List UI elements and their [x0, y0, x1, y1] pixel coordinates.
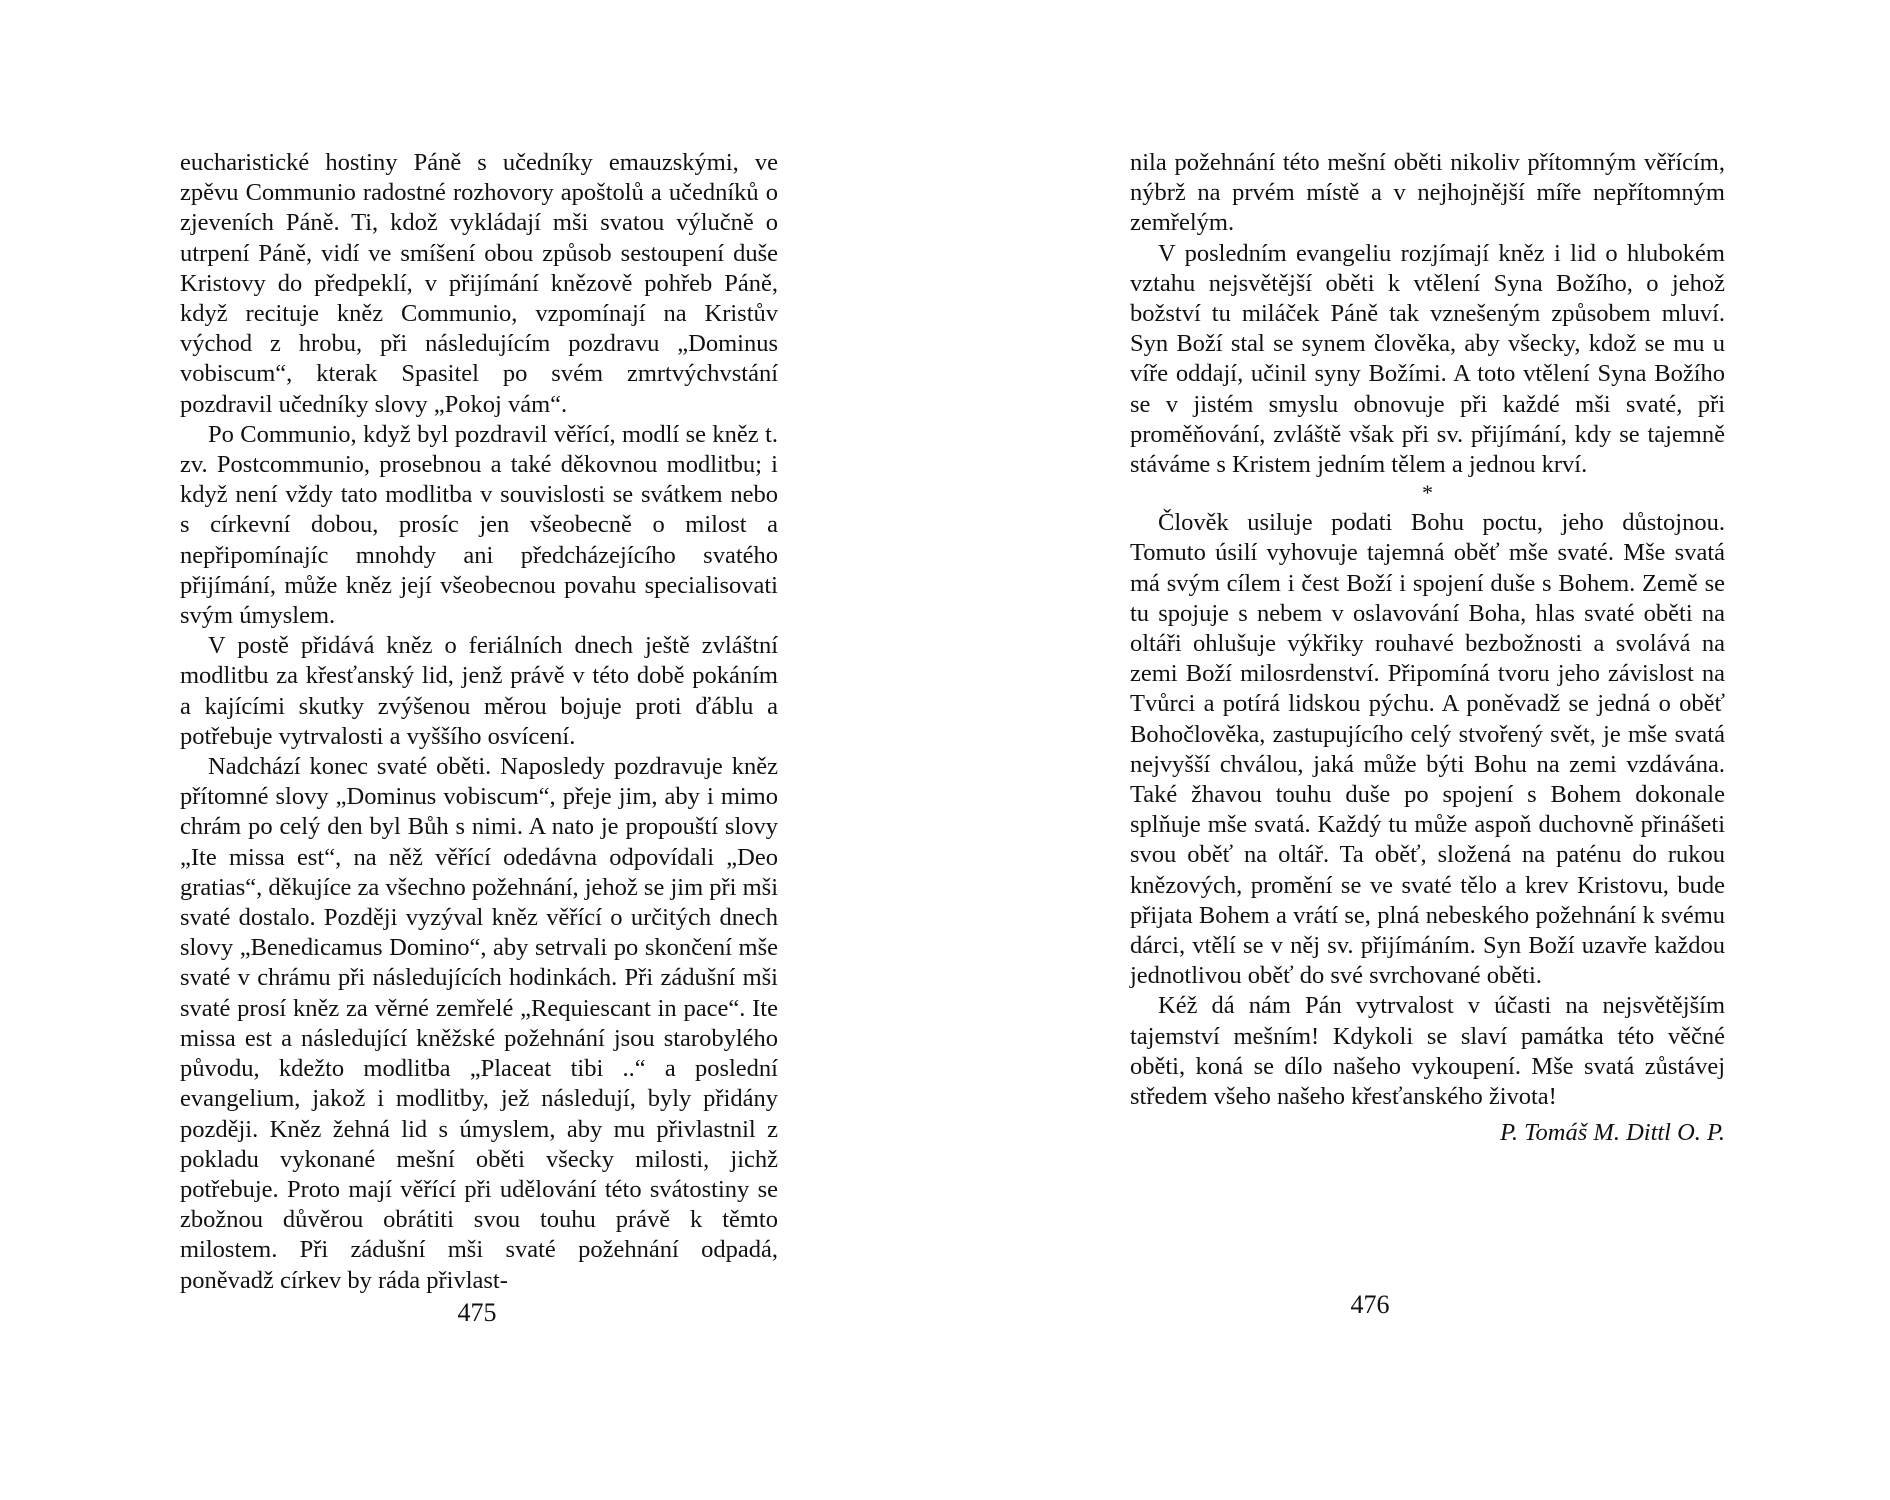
- right-paragraph-3: Člověk usiluje podati Bohu poctu, jeho důstojnou. Tomuto úsilí vyhovuje tajemná oběť mše svaté. Mše svatá má svým cílem i čest Boží i spojení duše s Bohem. Země se tu spojuje s nebem v oslavování Boha, hlas svaté oběti na oltáři ohlušuje výkřiky rouhavé bezbožnosti a svolává na zemi Boží milosrdenství. Připomíná tvoru jeho závislost na Tvůrci a potírá lidskou pýchu. A poněvadž se jedná o oběť Bohočlověka, zastupujícího celý stvořený svět, je mše svatá nejvyšší chválou, jaká může býti Bohu na zemi vzdávána. Také žhavou touhu duše po spojení s Bohem dokonale splňuje mše svatá. Každý tu může aspoň duchovně přinášeti svou oběť na oltář. Ta oběť, složená na paténu do rukou knězových, promění se ve svaté tělo a krev Kristovu, bude přijata Bohem a vrátí se, plná nebeského požehnání k svému dárci, vtělí se v něj sv. přijímáním. Syn Boží uzavře každou jednotlivou oběť do své svrchované oběti.: [1130, 509, 1725, 990]
- right-paragraph-1: nila požehnání této mešní oběti nikoliv přítomným věřícím, nýbrž na prvém místě a v nejhojnější míře nepřítomným zemřelým.: [1130, 149, 1725, 237]
- right-page-number: 476: [1350, 1290, 1390, 1319]
- left-page-number: 475: [457, 1298, 497, 1327]
- left-text-block: [180, 148, 778, 1296]
- left-paragraph-4: Nadchází konec svaté oběti. Naposledy pozdravuje kněz přítomné slovy „Dominus vobiscum“, přeje jim, aby i mimo chrám po celý den byl Bůh s nimi. A nato je propouští slovy „Ite missa est“, na něž věřící odedávna odpovídali „Deo gratias“, děkujíce za všechno požehnání, jehož se jim při mši svaté dostalo. Později vyzýval kněz věřící o určitých dnech slovy „Benedicamus Domino“, aby setrvali po skončení mše svaté v chrámu při následujících hodinkách. Při zádušní mši svaté prosí kněz za věrné zemřelé „Requiescant in pace“. Ite missa est a následující kněžské požehnání jsou starobylého původu, kdežto modlitba „Placeat tibi ..“ a poslední evangelium, jakož i modlitby, jež následují, byly přidány později. Kněz žehná lid s úmyslem, aby mu přivlastnil z pokladu vykonané mešní oběti všecky milosti, jichž potřebuje. Proto mají věřící při udělování této svátostiny se zbožnou důvěrou obrátiti svou touhu právě k těmto milostem. Při zádušní mši svaté požehnání odpadá, poněvadž církev by ráda přivlast-: [180, 753, 779, 1294]
- left-paragraph-1: eucharistické hostiny Páně s učedníky emauzskými, ve zpěvu Communio radostné rozhovory apoštolů a učedníků o zjeveních Páně. Ti, kdož vykládají mši svatou výlučně o utrpení Páně, vidí ve smíšení obou způsob sestoupení duše Kristovy do předpeklí, v přijímání knězově pohřeb Páně, když recituje kněz Communio, vzpomínají na Kristův východ z hrobu, při následujícím pozdravu „Dominus vobiscum“, kterak Spasitel po svém zmrtvýchvstání pozdravil učedníky slovy „Pokoj vám“.: [180, 149, 778, 418]
- section-separator: *: [1422, 480, 1433, 506]
- left-paragraph-2: Po Communio, když byl pozdravil věřící, modlí se kněz t. zv. Postcommunio, prosebnou a také děkovnou modlitbu; i když není vždy tato modlitba v souvislosti se svátkem nebo s církevní dobou, prosíc jen všeobecně o milost a nepřipomínajíc mnohdy ani předcházejícího svatého přijímání, může kněz její všeobecnou povahu specialisovati svým úmyslem.: [180, 420, 778, 630]
- right-page: [945, 0, 1890, 1500]
- right-text-block: [1130, 148, 1725, 1149]
- author-signature: P. Tomáš M. Dittl O. P.: [1500, 1119, 1725, 1147]
- left-paragraph-3: V postě přidává kněz o feriálních dnech ještě zvláštní modlitbu za křesťanský lid, jenž právě v této době pokáním a kajícími skutky zvýšenou měrou bojuje proti ďáblu a potřebuje vytrvalosti a vyššího osvícení.: [180, 632, 778, 750]
- right-paragraph-2: V posledním evangeliu rozjímají kněz i lid o hlubokém vztahu nejsvětější oběti k vtělení Syna Božího, o jehož božství tu miláček Páně tak vznešeným způsobem mluví. Syn Boží stal se synem člověka, aby všecky, kdož se mu u víře oddají, učinil syny Božími. A toto vtělení Syna Božího se v jistém smyslu obnovuje při každé mši svaté, při proměňování, zvláště však při sv. přijímání, kdy se tajemně stáváme s Kristem jedním tělem a jednou krví.: [1130, 239, 1725, 479]
- right-paragraph-4: Kéž dá nám Pán vytrvalost v účasti na nejsvětějším tajemství mešním! Kdykoli se slaví památka této věčné oběti, koná se dílo našeho vykoupení. Mše svatá zůstávej středem všeho našeho křesťanského života!: [1130, 992, 1725, 1111]
